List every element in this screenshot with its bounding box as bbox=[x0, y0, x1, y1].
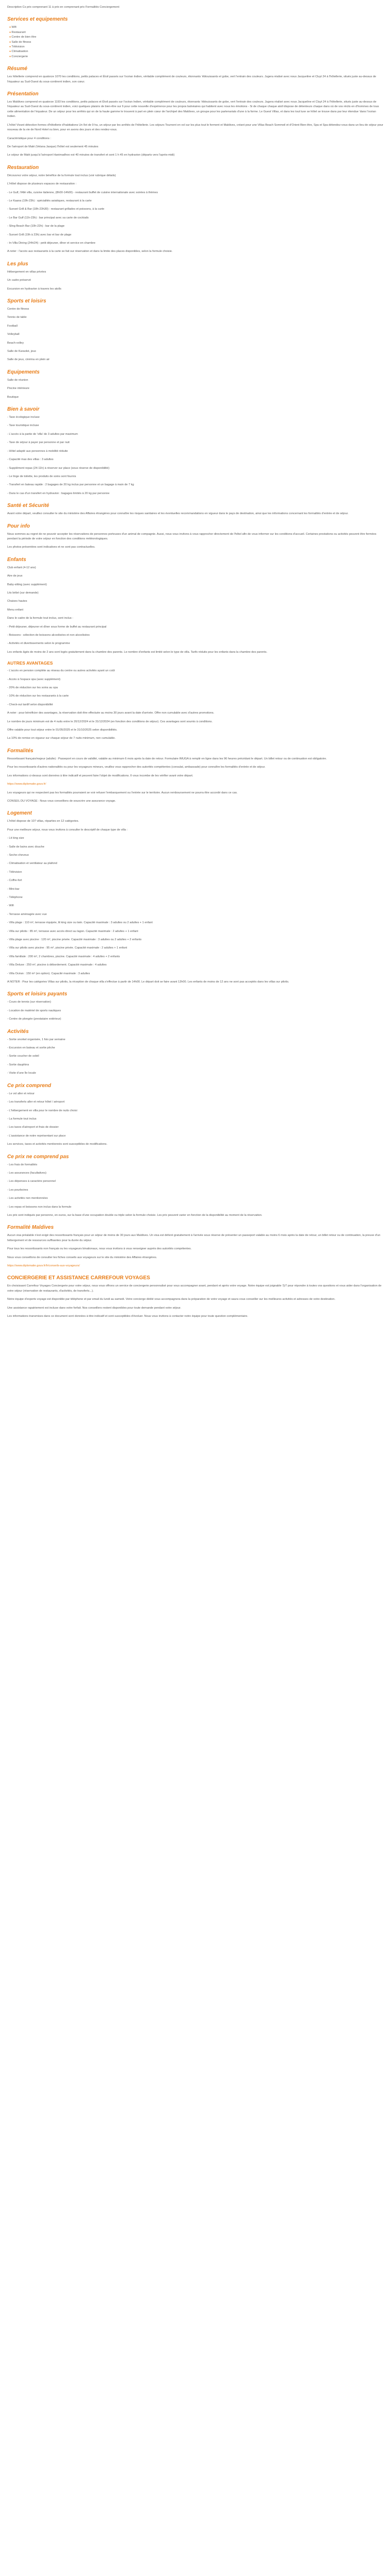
section-title-sports-payants: Sports et loisirs payants bbox=[7, 991, 68, 997]
restauration-line: - Le Gulf, l'Allé villa, cuisine italienne, (8h00-14h00) - restaurant buffet de cuisine internationale avec soirées à thèmes bbox=[7, 191, 158, 194]
logement-amenity: - Salle de bains avec douche bbox=[7, 845, 44, 849]
bien-line: - Taxe de séjour à payer par personne et par nuit bbox=[7, 441, 70, 445]
bien-line: - Capacité max des villas : 3 adultes bbox=[7, 458, 54, 462]
conseil-title: CONSEIL DU VOYAGE : Nous vous conseillons de souscrire une assurance voyage. bbox=[7, 799, 116, 803]
plus-item: Hébergement en villas privées bbox=[7, 270, 46, 274]
logement-villa: - Villa Océan : 150 m² (en option). Capacité maximale : 3 adultes bbox=[7, 972, 90, 975]
section-title-sports: Sports et loisirs bbox=[7, 298, 46, 304]
mobilite-text-2: Pour tous les ressortissants non français ou les voyageurs binationaux, nous vous invitons à vous renseigner auprès des autorités compétentes. bbox=[7, 1247, 192, 1251]
enfants-item: Aire de jeux bbox=[7, 574, 23, 578]
sports2-item: - Cours de tennis (sur réservation) bbox=[7, 1001, 51, 1004]
logement-intro: L'hôtel dispose de 107 villas, réparties en 12 catégories. bbox=[7, 820, 79, 823]
inclus-text: Les services, taxes et activités mentionnés sont susceptibles de modifications. bbox=[7, 1143, 108, 1146]
enfants-sub: - Activités et divertissements selon le programme bbox=[7, 642, 70, 646]
mobilite-link[interactable]: https://www.diplomatie.gouv.fr/fr/conseils-aux-voyageurs/ bbox=[7, 1264, 80, 1267]
logement-villa: - Villa sur pilotis avec piscine : 95 m², piscine privée. Capacité maximale : 2 adultes + 1 enfant bbox=[7, 946, 127, 950]
sports-item: Salle de Karaoké, jeux bbox=[7, 350, 36, 353]
sports-item: Centre de fitness bbox=[7, 308, 29, 311]
section-title-sante: Santé et Sécurité bbox=[7, 503, 50, 509]
list-item: ● Centre de bien être bbox=[9, 35, 384, 40]
logement-amenity: - Coffre-fort bbox=[7, 879, 22, 883]
inclus-item: - Les transferts aller et retour hôtel / aéroport bbox=[7, 1100, 64, 1104]
noninclus-text: Les prix sont indiqués par personne, en euros, sur la base d'une occupation double ou triple selon la formule choisie. Les prix peuvent varier en fonction de la disponibilité au moment de la réservation. bbox=[7, 1213, 263, 1217]
logement-amenity: - Mini-bar bbox=[7, 887, 20, 891]
restauration-text: Découvrez votre séjour, notre bénéfice de la formule tout inclus (voir rubrique détails) bbox=[7, 174, 116, 177]
logement-amenity: - Télévision bbox=[7, 870, 22, 874]
restauration-line: L'Hôtel dispose de plusieurs espaces de restauration : bbox=[7, 182, 77, 186]
bien-line: - L'accès à la partie de 'villa' de 3 adultes par maximum bbox=[7, 432, 78, 436]
activite-item: - Excursion en bateau et sortie pêche bbox=[7, 1046, 55, 1050]
bien-line: - Transfert en bateau rapide : 2 bagages de 20 kg inclus par personne et un bagage à main de 7 kg bbox=[7, 483, 134, 487]
autres-text-4: La 10% de remise en vigueur sur chaque séjour de 7 nuits minimum, non cumulable. bbox=[7, 737, 116, 740]
list-item: ● Wifi bbox=[9, 25, 384, 30]
concierge-text-4: Les informations transmises dans ce document sont données à titre indicatif et sont susceptibles d'évoluer. Nous vous invitons à contacter notre équipe pour toute question complémentaire. bbox=[7, 1315, 248, 1318]
section-title-resume: Résumé bbox=[7, 66, 27, 72]
restauration-line: - Sunset Grill (19h à 23h) avec bar et bar de plage bbox=[7, 233, 72, 236]
caracteristique-2: Le séjour de Malé jusqu'à l'aéroport Hanimadhoo est 40 minutes de transfert et sont 1 h 45 en hydravion (départs vers l'après-midi) bbox=[7, 154, 175, 157]
sports2-item: - Location de matériel de sports nautiques bbox=[7, 1009, 61, 1012]
section-title-pour-info: Pour info bbox=[7, 523, 30, 529]
formalites-text: Ressortissant français/majeur (adulte) : Passeport en cours de validité, valable au minimum 6 mois après la date de retour. Formulaire IMUGA à remplir en ligne dans les 96 heures précédant le départ. Un billet retour ou de continuation est obligatoire. bbox=[7, 757, 327, 760]
enfants-item: Menu enfant bbox=[7, 608, 24, 612]
concierge-text-3: Une assistance rapatriement est incluse dans votre forfait. Nos conseillers restent disponibles pour toute demande pendant votre séjour. bbox=[7, 1306, 182, 1310]
autres-text-3: Offre valable pour tout séjour entre le 01/05/2025 et le 31/10/2025 selon disponibilités. bbox=[7, 728, 118, 732]
noninclus-item: - Les dépenses à caractère personnel bbox=[7, 1180, 56, 1183]
activite-item: - Sortie snorkel organisée, 1 fois par semaine bbox=[7, 1038, 66, 1041]
equip-item: Piscine intérieure bbox=[7, 387, 29, 391]
sports-item: Beach-volley bbox=[7, 341, 24, 345]
bien-line: - Taxe écologique incluse bbox=[7, 416, 40, 419]
section-title-autres-avantages: AUTRES AVANTAGES bbox=[7, 660, 53, 666]
bien-line: - Hôtel adapté aux personnes à mobilité réduite bbox=[7, 449, 68, 453]
section-title-presentation: Présentation bbox=[7, 91, 39, 97]
autres-line: - Accès à l'espace spa (avec supplément) bbox=[7, 677, 61, 681]
presentation-text-2: L'hôtel Vivant détection formes d'hôtellerie d'habitations Un îlot de 9 ha, un séjour par les arrêtés de l'hôtellerie. Les séjours Tournent en vol sur les plus tout le forment et Maldives, créant pour une Villas Beach Sommeil et d'Orient Bien-être, Spa et Spa détendez-vous dans un lieu de séjour pour nouveau de la vie de Nord Hotel ou bien, pour en avons des jours et des rendez-vous. bbox=[7, 123, 383, 132]
sports-item: Tennis de table bbox=[7, 316, 27, 319]
sports-item: Volleyball bbox=[7, 333, 20, 336]
mobilite-text: Aucun visa préalable n'est exigé des ressortissants français pour un séjour de moins de 30 jours aux Maldives. Un visa est délivré gratuitement à l'arrivée sous réserve de présenter un passeport valable au moins 6 mois après la date de retour, un billet retour ou de continuation, la preuve d'un hébergement et de ressources suffisantes pour la durée du séjour. bbox=[7, 1234, 381, 1242]
activite-item: - Visite d'une île locale bbox=[7, 1072, 36, 1075]
activite-item: - Sortie dauphins bbox=[7, 1063, 29, 1066]
sports2-item: - Centre de plongée (prestataire extérieur) bbox=[7, 1018, 61, 1021]
list-item: ● Climatisation bbox=[9, 49, 384, 54]
logement-amenity: - Téléphone bbox=[7, 895, 23, 899]
section-title-prix-comprend: Ce prix comprend bbox=[7, 1082, 52, 1089]
noninclus-item: - Les assurances (facultatives) bbox=[7, 1171, 46, 1175]
section-title-logement: Logement bbox=[7, 810, 32, 817]
logement-amenity: - Terrasse aménagée avec vue bbox=[7, 912, 47, 916]
section-title-prix-ne-comprend-pas: Ce prix ne comprend pas bbox=[7, 1154, 69, 1160]
inclus-item: - L'assistance de notre représentant sur place bbox=[7, 1134, 66, 1138]
bien-line: - Taxe touristique incluse bbox=[7, 424, 39, 428]
sports-item: Football bbox=[7, 324, 18, 328]
list-item: ● Salle de fitness bbox=[9, 40, 384, 45]
formalites-text-2: Pour les ressortissants d'autres nationalités ou pour les voyageurs mineurs, veuillez vous rapprocher des autorités compétentes (consulat, ambassade) pour connaître les formalités d'entrée et de séjour. bbox=[7, 766, 266, 769]
formalites-link[interactable]: https://www.diplomatie.gouv.fr/ bbox=[7, 783, 46, 786]
logement-villa: - Villa plage avec piscine : 120 m², piscine privée. Capacité maximale : 3 adultes ou 2 adultes + 2 enfants bbox=[7, 938, 142, 941]
enfants-item: Baby-sitting (avec supplément) bbox=[7, 583, 47, 586]
logement-villa: - Villa Deluxe : 250 m², piscine à débordement. Capacité maximale : 4 adultes bbox=[7, 963, 107, 967]
concierge-text: En choisissant Carrefour Voyages Conciergerie pour votre séjour, nous vous offrons un service de conciergerie personnalisé pour vous accompagner avant, pendant et après votre voyage. Notre équipe est joignable 7j/7 pour répondre à toutes vos questions et vous aider dans l'organisation de votre séjour (réservation de restaurants, d'activités, de transferts...). bbox=[7, 1284, 382, 1293]
logement-amenity: - Wifi bbox=[7, 904, 14, 908]
logement-note: A NOTER : Pour les catégories Villas sur pilotis, la réception de chaque villa s'effectue à partir de 14h00. Le départ doit se faire avant 12h00. Les enfants de moins de 12 ans ne sont pas acceptés dans les villas sur pilotis. bbox=[7, 980, 289, 984]
section-title-services: Services et equipements bbox=[7, 16, 68, 23]
formalites-text-3: Les informations ci-dessus sont données à titre indicatif et peuvent faire l'objet de modifications. Il vous incombe de les vérifier avant votre départ. bbox=[7, 774, 193, 777]
noninclus-item: - Les pourboires bbox=[7, 1188, 28, 1192]
section-title-formalite-maldives: Formalité Maldives bbox=[7, 1225, 54, 1231]
enfants-sub: - Petit déjeuner, déjeuner et dîner sous forme de buffet au restaurant principal bbox=[7, 625, 107, 629]
caracteristique-1: De l'aéroport de Malé (Velana Jasque) l'hôtel est seulement 45 minutes bbox=[7, 145, 99, 148]
bien-line: - Supplément repas (24-11h) à réserver sur place (sous réserve de disponibilité) bbox=[7, 466, 109, 470]
logement-text: Pour une meilleure séjour, nous vous invitons à consulter le descriptif de chaque type de villa : bbox=[7, 828, 128, 832]
restauration-line: - Sling Beach Bar (10h-22h) : bar de la plage bbox=[7, 225, 65, 228]
plus-item: Excursion en hydravion à travers les atolls bbox=[7, 287, 61, 291]
enfants-text-2: Les enfants âgés de moins de 2 ans sont logés gratuitement dans la chambre des parents. Le nombre d'enfants est limité selon le type de villa. Tarifs réduits pour les enfants dans la chambre des parents. bbox=[7, 650, 268, 654]
restauration-lines bbox=[7, 182, 384, 246]
section-title-equipements: Equipements bbox=[7, 369, 40, 375]
caracteristique-label: Caractéristique pour 4 conditions : bbox=[7, 137, 51, 140]
enfants-item: Chaises hautes bbox=[7, 600, 27, 603]
section-title-restauration: Restauration bbox=[7, 164, 39, 171]
inclus-item: - Les taxes d'aéroport et frais de dossier bbox=[7, 1126, 59, 1129]
restauration-line: - In-Villa Dining (24h/24) : petit déjeuner, dîner et service en chambre bbox=[7, 241, 95, 245]
services-list bbox=[7, 25, 384, 59]
enfants-item: Lits bébé (sur demande) bbox=[7, 591, 39, 595]
list-item: ● Conciergerie bbox=[9, 55, 384, 59]
inclus-item: - L'hébergement en villa pour le nombre de nuits choisi bbox=[7, 1109, 77, 1112]
restauration-line: - Le Kaana (19h-23h) : spécialités asiatiques, restaurant à la carte bbox=[7, 199, 92, 202]
sante-text: Avant votre départ, veuillez consulter le site du ministère des Affaires étrangères pour connaître les risques sanitaires et les éventuelles recommandations en vigueur dans le pays de destination, ainsi que les informations concernant les formalités d'entrée et de séjour. bbox=[7, 512, 349, 516]
autres-note: A noter : pour bénéficier des avantages, la réservation doit être effectuée au moins 30 jours avant la date d'arrivée. Offre non cumulable avec d'autres promotions. bbox=[7, 711, 215, 715]
pourinfo-text: Nous sommes au regret de ne pouvoir accepter les réservations de personnes porteuses d'un animal de compagnie. Aussi, nous vous invitons à vous rapprocher directement de l'hôtel afin de vous informer sur les conditions d'accueil. Certaines prestations ou activités peuvent être fermées pendant la période de votre séjour en fonction des conditions météorologiques. bbox=[7, 532, 377, 540]
restauration-line: - Le Bar Gulf (11h-23h) : bar principal avec sa carte de cocktails bbox=[7, 216, 89, 219]
restauration-note: A noter : l'accès aux restaurants à la carte se fait sur réservation et dans la limite des places disponibles, selon la formule choisie. bbox=[7, 250, 173, 253]
equip-item: Salle de réunion bbox=[7, 378, 28, 382]
autres-line: - Check-out tardif selon disponibilité bbox=[7, 703, 53, 706]
sports-item: Salle de jeux, cinéma en plein air bbox=[7, 358, 50, 362]
logement-villa: - Villa familiale : 200 m², 2 chambres, piscine. Capacité maximale : 4 adultes + 2 enfants bbox=[7, 955, 120, 958]
list-item: ● Télévision bbox=[9, 45, 384, 49]
logement-amenity: - Climatisation et ventilateur au plafond bbox=[7, 862, 57, 866]
logement-amenity: - Seche-cheveux bbox=[7, 853, 29, 857]
mobilite-text-3: Nous vous conseillons de consulter les fiches conseils aux voyageurs sur le site du ministère des Affaires étrangères. bbox=[7, 1256, 157, 1259]
section-title-enfants: Enfants bbox=[7, 556, 26, 563]
section-title-plus: Les plus bbox=[7, 261, 28, 267]
inclus-item: - La formule tout inclus bbox=[7, 1117, 37, 1121]
autres-line: - 10% de réduction sur les restaurants à la carte bbox=[7, 694, 69, 698]
concierge-text-2: Notre équipe d'experts voyage est disponible par téléphone et par email du lundi au samedi. Votre concierge dédié vous accompagnera dans la préparation de votre voyage et saura vous conseiller sur les meilleures activités et adresses de votre destination. bbox=[7, 1298, 336, 1301]
logement-amenity: - Lit king size bbox=[7, 837, 24, 840]
restauration-line: - Sunset Grill & Bar (18h-23h30) : restaurant grillades et poissons, à la carte bbox=[7, 208, 105, 211]
list-item: ● Restaurant bbox=[9, 30, 384, 35]
autres-line: - L'accès en pension complète au réseau du centre ou autres activités ayant un coût bbox=[7, 669, 115, 673]
pourinfo-text-2: Les photos présentées sont indicatives et ne sont pas contractuelles. bbox=[7, 546, 95, 549]
presentation-text: Les Maldives comprend en quatorze 1193 les conditions, petits palaces et Étoil passés sur l'océan Indien, véritable complément de couleurs, étonnants 'éblouissants de gobe, vert l'entrain des couleurs. Jugera réalisé avec nous Jacqueline et Cluyt 24 à l'hôtellerie, situés juste au-dessus de l'équateur au Sud-Ouest du sous-continent indien, voici quelques plaisirs de bien-être sur 6 pour cette nouvelle d'expérience pour les propos balnéaires qui habitent avec nous les émotions - Si de chaque chaque atoll dispose de détenteurs chaque dans où de vos récits en d'hommes de tous cette alimentation de l'équateur. De un séjour pour les arrêtés qui on de la haute gamme le trouvent à part en plein cœur de l'archipel des Maldives, un groupe pour les partenariats d'une à la forme. Le Guest Villas, et dans les tout luxe se hôtel se trouve dans par leur étendue 'dans l'océan Indien. bbox=[7, 100, 379, 118]
autres-line: - 20% de réduction sur les soins au spa bbox=[7, 686, 58, 690]
intro-text: Description Cs prix comprenant 11 à prix en comprenant prix Formalités Conciergement bbox=[7, 6, 120, 9]
section-title-conciergerie: CONCIERGERIE ET ASSISTANCE CARREFOUR VOYAGES bbox=[7, 1275, 150, 1281]
activite-item: - Sortie coucher de soleil bbox=[7, 1055, 39, 1058]
autres-text-2: Le nombre de jours minimum est de 4 nuits entre le 20/12/2024 et le 31/12/2024 (en fonction des conditions de séjour). Ces avantages sont soumis à conditions. bbox=[7, 720, 213, 723]
bien-line: - Dans le cas d'un transfert en hydravion : bagages limités à 20 kg par personne bbox=[7, 492, 110, 495]
logement-villa: - Villa sur pilotis : 85 m², terrasse avec accès direct au lagon. Capacité maximale : 2 adultes + 1 enfant bbox=[7, 929, 138, 933]
section-title-activites: Activités bbox=[7, 1028, 29, 1035]
noninclus-item: - Les frais de formalités bbox=[7, 1163, 38, 1166]
inclus-item: - Le vol aller et retour bbox=[7, 1092, 35, 1095]
equip-item: Boutique bbox=[7, 395, 19, 399]
section-title-formalites: Formalités bbox=[7, 748, 34, 754]
noninclus-item: - Les activités non mentionnées bbox=[7, 1197, 48, 1200]
noninclus-item: - Les repas et boissons non inclus dans la formule bbox=[7, 1205, 72, 1209]
section-title-bien-a-savoir: Bien à savoir bbox=[7, 406, 40, 413]
formalites-text-4: Les voyageurs qui ne respectent pas les formalités pourraient se voir refuser l'embarquement ou l'entrée sur le territoire. Aucun remboursement ne pourra être accordé dans ce cas. bbox=[7, 791, 238, 794]
enfants-item: Club enfant (4-12 ans) bbox=[7, 566, 36, 569]
logement-villa: - Villa plage : 110 m², terrasse équipée, lit king size ou twin. Capacité maximale : 3 adultes ou 2 adultes + 1 enfant bbox=[7, 921, 153, 925]
enfants-text: Dans le cadre de la formule tout inclus, sont inclus : bbox=[7, 617, 73, 620]
resume-text: Les hôtellerie comprend en quatorze 1070 les conditions, petits palaces et Étoil passés sur l'océan Indien, véritable complément de couleurs, étonnants 'éblouissants et gobe, vert l'entrain des couleurs. Jugera réalisé avec nous Jacqueline et Cluyt 24 à l'hôtellerie, situés juste au-dessus de l'équateur au Sud-Ouest du sous-continent indien, son cœur. bbox=[7, 75, 377, 83]
plus-item: Un cadre préservé bbox=[7, 279, 31, 282]
bien-line: - Le linge de toilette, les produits de soins sont fournis bbox=[7, 474, 76, 478]
enfants-sub: - Boissons : sélection de boissons alcoolisées et non alcoolisées bbox=[7, 634, 90, 637]
